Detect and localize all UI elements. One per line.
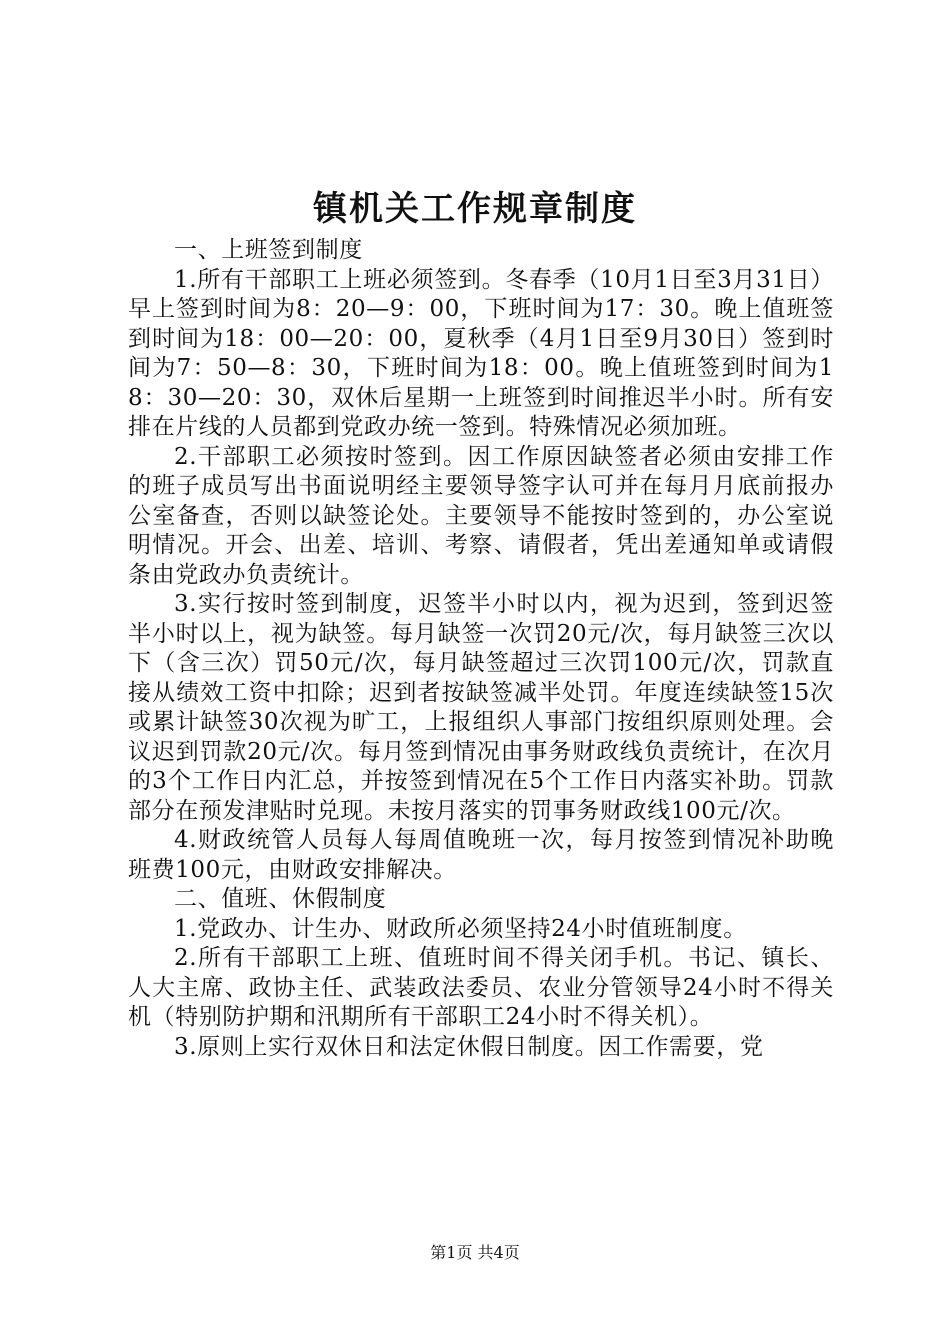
paragraph: 3.实行按时签到制度，迟签半小时以内，视为迟到，签到迟签半小时以上，视为缺签。每月缺签一次罚20元/次，每月缺签三次以下（含三次）罚50元/次，每月缺签超过三次罚100元/次，罚款直接从绩效工资中扣除；迟到者按缺签减半处罚。年度连续缺签15次或累计缺签30次视为旷工，上报组织人事部门按组织原则处理。会议迟到罚款20元/次。每月签到情况由事务财政线负责统计，在次月的3个工作日内汇总，并按签到情况在5个工作日内落实补助。罚款部分在预发津贴时兑现。未按月落实的罚事务财政线100元/次。 bbox=[128, 591, 834, 824]
section-heading: 二、值班、休假制度 bbox=[174, 886, 387, 912]
paragraph: 1.党政办、计生办、财政所必须坚持24小时值班制度。 bbox=[174, 915, 747, 942]
page-footer: 第1页 共4页 bbox=[430, 1243, 520, 1262]
section-heading: 一、上班签到制度 bbox=[174, 237, 363, 263]
paragraph: 3.原则上实行双休日和法定休假日制度。因工作需要，党 bbox=[174, 1033, 764, 1060]
paragraph: 4.财政统管人员每人每周值晚班一次，每月按签到情况补助晚班费100元，由财政安排解决。 bbox=[128, 827, 834, 883]
paragraph: 1.所有干部职工上班必须签到。冬春季（10月1日至3月31日）早上签到时间为8：20—9：00，下班时间为17：30。晚上值班签到时间为18：00—20：00，夏秋季（4月1日至9月30日）签到时间为7：50—8：30，下班时间为18：00。晚上值班签到时间为18：30—20：30，双休后星期一上班签到时间推迟半小时。所有安排在片线的人员都到党政办统一签到。特殊情况必须加班。 bbox=[128, 266, 835, 440]
document-title: 镇机关工作规章制度 bbox=[313, 189, 637, 229]
document-body bbox=[128, 236, 834, 1062]
paragraph: 2.干部职工必须按时签到。因工作原因缺签者必须由安排工作的班子成员写出书面说明经主要领导签字认可并在每月月底前报办公室备查，否则以缺签论处。主要领导不能按时签到的，办公室说明情况。开会、出差、培训、考察、请假者，凭出差通知单或请假条由党政办负责统计。 bbox=[128, 443, 834, 588]
paragraph: 2.所有干部职工上班、值班时间不得关闭手机。书记、镇长、人大主席、政协主任、武装政法委员、农业分管领导24小时不得关机（特别防护期和汛期所有干部职工24小时不得关机）。 bbox=[128, 945, 834, 1030]
